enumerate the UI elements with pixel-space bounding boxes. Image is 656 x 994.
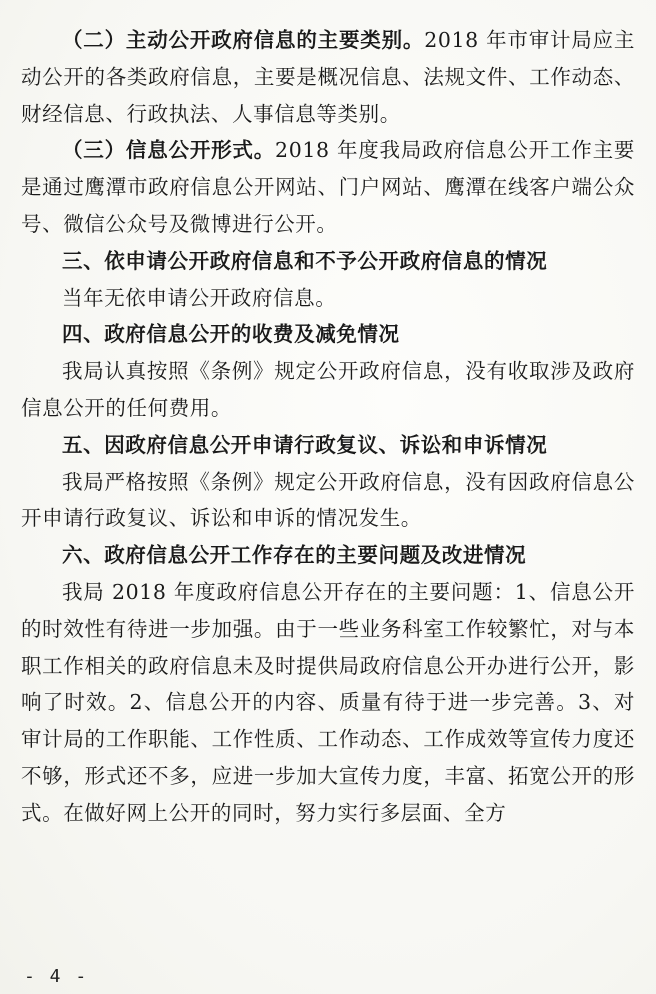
paragraph-fees bbox=[21, 353, 635, 427]
paragraph-text: 我局认真按照《条例》规定公开政府信息，没有收取涉及政府信息公开的任何费用。 bbox=[21, 359, 635, 420]
paragraph-disclosure-form bbox=[21, 132, 635, 242]
paragraph-text: 2018 年度我局政府信息公开工作主要是通过鹰潭市政府信息公开网站、门户网站、鹰潭在线客户端公众号、微信公众号及微博进行公开。 bbox=[21, 138, 635, 236]
section-heading-6: 六、政府信息公开工作存在的主要问题及改进情况 bbox=[62, 543, 527, 568]
section-heading-5: 五、因政府信息公开申请行政复议、诉讼和申诉情况 bbox=[62, 432, 548, 457]
document-body bbox=[21, 22, 635, 832]
paragraph-appeals bbox=[21, 464, 635, 538]
section-heading-4: 四、政府信息公开的收费及减免情况 bbox=[62, 322, 400, 347]
paragraph-text: 我局严格按照《条例》规定公开政府信息，没有因政府信息公开申请行政复议、诉讼和申诉的情况发生。 bbox=[21, 469, 635, 531]
paragraph-main-categories bbox=[21, 22, 635, 132]
paragraph-lead: （二）主动公开政府信息的主要类别。 bbox=[62, 28, 425, 52]
page-number: - 4 - bbox=[24, 966, 89, 987]
paragraph-text: 我局 2018 年度政府信息公开存在的主要问题：1、信息公开的时效性有待进一步加强。由于一些业务科室工作较繁忙，对与本职工作相关的政府信息未及时提供局政府信息公开办进行公开，影响了时效。2、信息公开的内容、质量有待于进一步完善。3、对审计局的工作职能、工作性质、工作动态、工作成效等宣传力度还不够，形式还不多，应进一步加大宣传力度，丰富、拓宽公开的形式。在做好网上公开的同时，努力实行多层面、全方 bbox=[21, 579, 635, 825]
paragraph-lead: （三）信息公开形式。 bbox=[62, 138, 276, 163]
section-heading-3: 三、依申请公开政府信息和不予公开政府信息的情况 bbox=[62, 248, 548, 273]
paragraph-text: 当年无依申请公开政府信息。 bbox=[62, 285, 337, 310]
paragraph-text: 2018 年市审计局应主动公开的各类政府信息，主要是概况信息、法规文件、工作动态、财经信息、行政执法、人事信息等类别。 bbox=[21, 28, 636, 126]
paragraph-no-requests bbox=[21, 280, 635, 317]
paragraph-problems bbox=[21, 574, 635, 832]
